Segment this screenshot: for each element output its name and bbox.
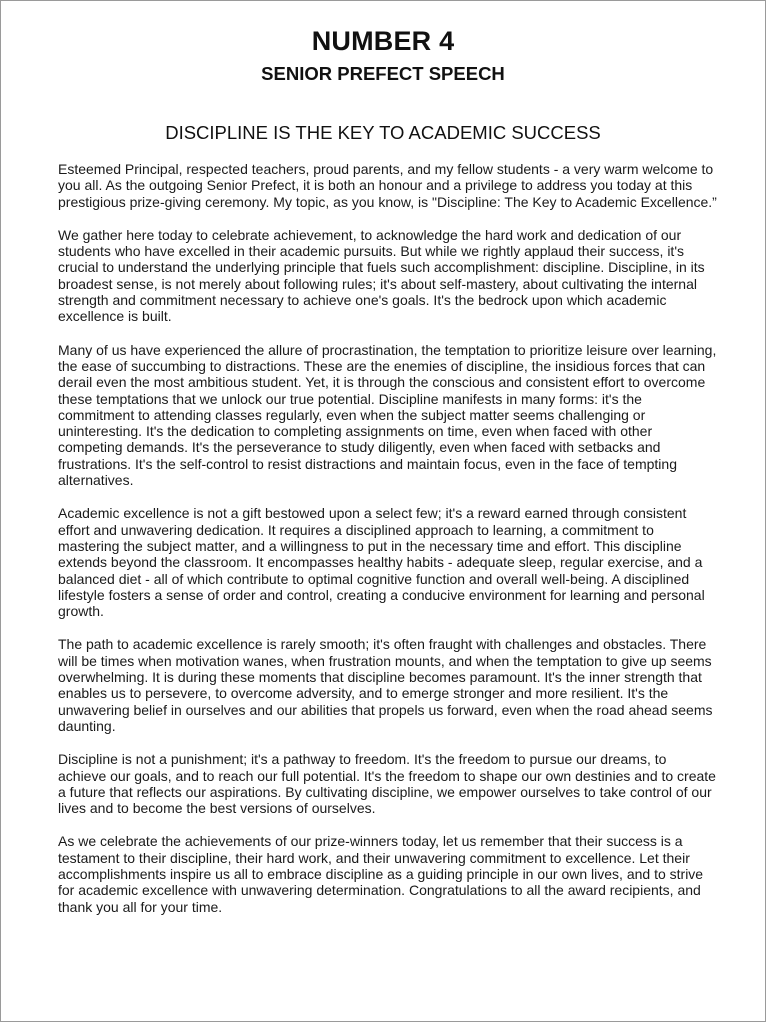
- paragraph-4: Academic excellence is not a gift bestowed upon a select few; it's a reward earned through consistent effort and unwavering dedication. It requires a disciplined approach to learning, a commitment to mastering the subject matter, and a willingness to put in the necessary time and effort. This discipline extends beyond the classroom. It encompasses healthy habits - adequate sleep, regular exercise, and a balanced diet - all of which contribute to optimal cognitive function and overall well-being. A disciplined lifestyle fosters a sense of order and control, creating a conducive environment for learning and personal growth.: [58, 505, 705, 620]
- paragraph-2: We gather here today to celebrate achievement, to acknowledge the hard work and dedication of our students who have excelled in their academic pursuits. But while we rightly applaud their success, it's crucial to understand the underlying principle that fuels such accomplishment: discipline. Discipline, in its broadest sense, is not merely about following rules; it's about self-mastery, about cultivating the internal strength and commitment necessary to achieve one's goals. It's the bedrock upon which academic excellence is built.: [58, 226, 705, 325]
- speech-body: [58, 161, 718, 932]
- paragraph-3: Many of us have experienced the allure of procrastination, the temptation to prioritize leisure over learning, the ease of succumbing to distractions. These are the enemies of discipline, the insidious forces that can derail even the most ambitious student. Yet, it is through the conscious and consistent effort to overcome these temptations that we unlock our true potential. Discipline manifests in many forms: it's the commitment to attending classes regularly, even when the subject matter seems challenging or uninteresting. It's the dedication to completing assignments on time, even when faced with other competing demands. It's the perseverance to study diligently, even when faced with setbacks and frustrations. It's the self-control to resist distractions and maintain focus, even in the face of tempting alternatives.: [58, 341, 717, 489]
- paragraph-1: Esteemed Principal, respected teachers, proud parents, and my fellow students - a very warm welcome to you all. As the outgoing Senior Prefect, it is both an honour and a privilege to address you today at this prestigious prize-giving ceremony. My topic, as you know, is "Discipline: The Key to Academic Excellence.”: [58, 161, 717, 210]
- document-number: NUMBER 4: [311, 26, 455, 56]
- paragraph-6: Discipline is not a punishment; it's a pathway to freedom. It's the freedom to pursue our dreams, to achieve our goals, and to reach our full potential. It's the freedom to shape our own destinies and to create a future that reflects our aspirations. By cultivating discipline, we empower ourselves to take control of our lives and to become the best versions of ourselves.: [58, 751, 716, 817]
- document-subtitle: SENIOR PREFECT SPEECH: [261, 63, 505, 84]
- paragraph-5: The path to academic excellence is rarely smooth; it's often fraught with challenges and obstacles. There will be times when motivation wanes, when frustration mounts, and when the temptation to give up seems overwhelming. It is during these moments that discipline becomes paramount. It's the inner strength that enables us to persevere, to overcome adversity, and to emerge stronger and more resilient. It's the unwavering belief in ourselves and our abilities that propels us forward, even when the road ahead seems daunting.: [58, 636, 713, 734]
- paragraph-7: As we celebrate the achievements of our prize-winners today, let us remember that their success is a testament to their discipline, their hard work, and their unwavering commitment to excellence. Let their accomplishments inspire us all to embrace discipline as a guiding principle in our own lives, and to strive for academic excellence with unwavering determination. Congratulations to all the award recipients, and thank you all for your time.: [58, 833, 704, 915]
- speech-title: DISCIPLINE IS THE KEY TO ACADEMIC SUCCESS: [165, 122, 601, 143]
